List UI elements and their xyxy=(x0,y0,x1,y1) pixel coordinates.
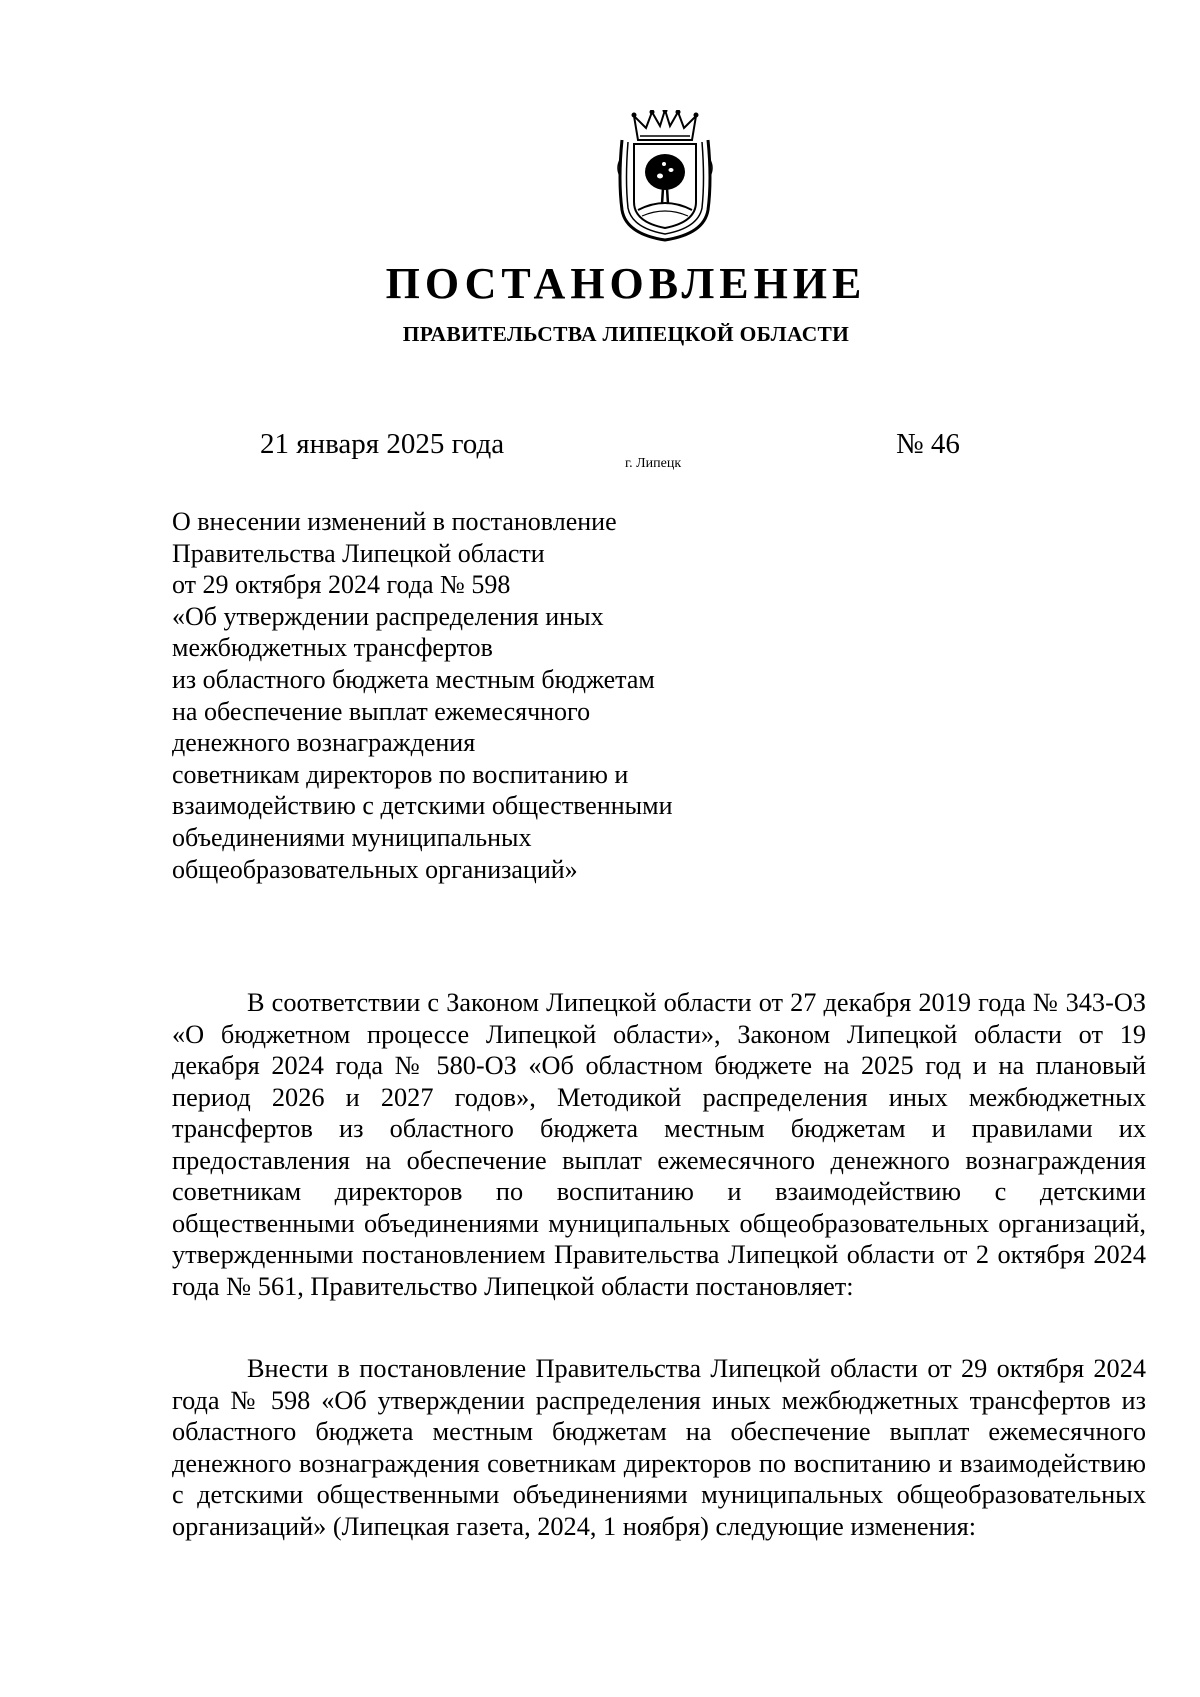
issuing-authority: ПРАВИТЕЛЬСТВА ЛИПЕЦКОЙ ОБЛАСТИ xyxy=(402,322,850,346)
subject-line: «Об утверждении распределения иных xyxy=(172,601,604,631)
document-subject xyxy=(172,506,792,885)
subject-line: межбюджетных трансфертов xyxy=(172,633,493,663)
document-city: г. Липецк xyxy=(625,456,682,471)
subject-line: общеобразовательных организаций» xyxy=(172,854,578,884)
subject-line: денежного вознаграждения xyxy=(172,728,476,758)
subject-line: советникам директоров по воспитанию и xyxy=(172,759,629,789)
subject-line: О внесении изменений в постановление xyxy=(172,507,617,536)
subject-line: из областного бюджета местным бюджетам xyxy=(172,664,655,694)
subject-line: на обеспечение выплат ежемесячного xyxy=(172,696,591,726)
document-title: ПОСТАНОВЛЕНИЕ xyxy=(385,259,867,308)
body-paragraph-resolution: Внести в постановление Правительства Липецкой области от 29 октября 2024 года № 598 «Об утверждении распределения иных межбюджетных трансфертов из областного бюджета местным бюджетам на обеспечение выплат ежемесячного денежного вознаграждения советникам директоров по воспитанию и взаимодействию с детскими общественными объединениями муниципальных общеобразовательных организаций» (Липецкая газета, 2024, 1 ноября) следующие изменения: xyxy=(172,1354,1146,1541)
subject-line: взаимодействию с детскими общественными xyxy=(172,791,673,821)
subject-line: Правительства Липецкой области xyxy=(172,538,545,568)
document-number: № 46 xyxy=(896,428,960,460)
body-paragraph-preamble: В соответствии с Законом Липецкой области от 27 декабря 2019 года № 343-ОЗ «О бюджетном процессе Липецкой области», Законом Липецкой области от 19 декабря 2024 года № 580-ОЗ «Об областном бюджете на 2025 год и на плановый период 2026 и 2027 годов», Методикой распределения иных межбюджетных трансфертов из областного бюджета местным бюджетам и правилами их предоставления на обеспечение выплат ежемесячного денежного вознаграждения советникам директоров по воспитанию и взаимодействию с детскими общественными объединениями муниципальных общеобразовательных организаций, утвержденными постановлением Правительства Липецкой области от 2 октября 2024 года № 561, Правительство Липецкой области постановляет: xyxy=(172,988,1146,1301)
subject-line: объединениями муниципальных xyxy=(172,822,532,852)
coat-of-arms-icon xyxy=(616,110,714,242)
document-date: 21 января 2025 года xyxy=(260,428,505,460)
subject-line: от 29 октября 2024 года № 598 xyxy=(172,570,511,600)
